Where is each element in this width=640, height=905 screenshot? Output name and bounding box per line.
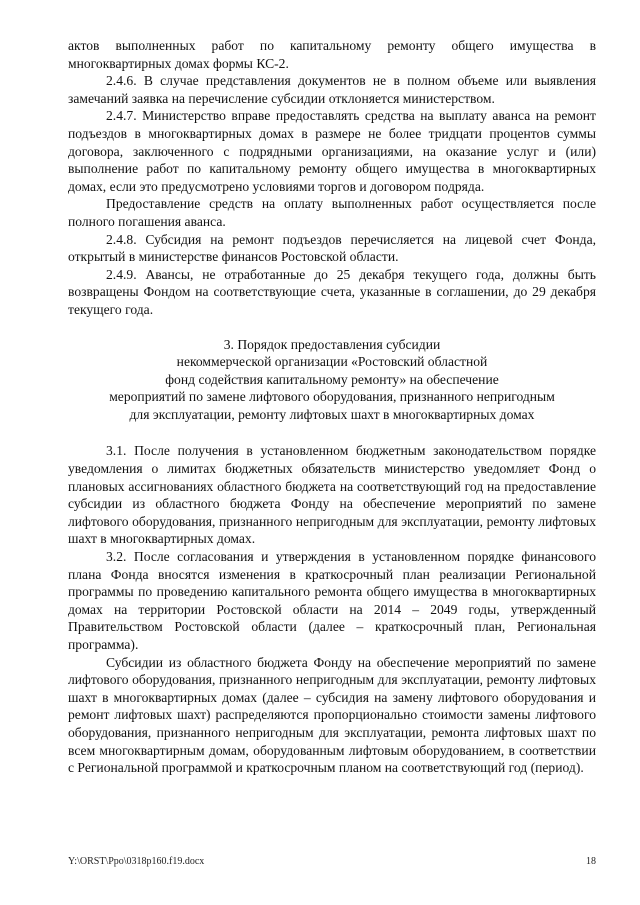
paragraph-subsidy-distribution: Субсидии из областного бюджета Фонду на обеспечение мероприятий по замене лифтового оборудования, признанного непригодным для эксплуатации, ремонту лифтовых шахт в многоквартирных домах (далее – субсидия на замену лифтового оборудования и ремонт лифтовых шахт) распределяются пропорционально стоимости замены лифтового оборудования, признанного непригодным для эксплуатации, ремонта лифтовых шахт по всем многоквартирным домам, оборудованным лифтовым оборудованием, в соответствии с Региональной программой и краткосрочным планом на соответствующий год (период). — [68, 654, 596, 776]
section-heading-line: для эксплуатации, ремонту лифтовых шахт в многоквартирных домах — [129, 406, 535, 422]
paragraph-2-4-7: 2.4.7. Министерство вправе предоставлять средства на выплату аванса на ремонт подъездов в многоквартирных домах в размере не более тридцати процентов суммы договора, заключенного с подрядными организациями, на оказание услуг и (или) выполнение работ по капитальному ремонту общего имущества в многоквартирных домах, если это предусмотрено условиями торгов и договором подряда. — [68, 108, 596, 194]
paragraph-3-1: 3.1. После получения в установленном бюджетным законодательством порядке уведомления о лимитах бюджетных обязательств министерство уведомляет Фонд о плановых ассигнованиях областного бюджета на соответствующий год на предоставление субсидии из областного бюджета Фонду на обеспечение мероприятий по замене лифтового оборудования, признанного непригодным для эксплуатации, ремонту лифтовых шахт в многоквартирных домах. — [68, 443, 596, 547]
paragraph-2-4-8: 2.4.8. Субсидия на ремонт подъездов перечисляется на лицевой счет Фонда, открытый в министерстве финансов Ростовской области. — [68, 231, 596, 265]
page-number: 18 — [586, 856, 596, 867]
section-heading-line: мероприятий по замене лифтового оборудования, признанного непригодным — [109, 389, 555, 405]
paragraph-advance-repayment: Предоставление средств на оплату выполненных работ осуществляется после полного погашения аванса. — [68, 196, 596, 229]
paragraph-2-4-6: 2.4.6. В случае представления документов не в полном объеме или выявления замечаний заявка на перечисление субсидии отклоняется министерством. — [68, 73, 596, 106]
section-3-heading — [68, 336, 596, 424]
paragraph-3-2: 3.2. После согласования и утверждения в установленном порядке финансового плана Фонда вносятся изменения в краткосрочный план реализации Региональной программы по проведению капитального ремонта общего имущества в многоквартирных домах на территории Ростовской области на 2014 – 2049 годы, утвержденный Правительством Ростовской области (далее – краткосрочный план, Региональная программа). — [68, 549, 596, 652]
footer-file-path: Y:\ORST\Ppo\0318p160.f19.docx — [68, 856, 205, 867]
section-heading-line: 3. Порядок предоставления субсидии — [223, 336, 441, 352]
paragraph-continuation: актов выполненных работ по капитальному ремонту общего имущества в многоквартирных домах формы КС-2. — [68, 38, 596, 71]
section-heading-line: некоммерческой организации «Ростовский областной — [176, 354, 488, 370]
section-heading-line: фонд содействия капитальному ремонту» на обеспечение — [165, 371, 499, 387]
paragraph-2-4-9: 2.4.9. Авансы, не отработанные до 25 декабря текущего года, должны быть возвращены Фондом на соответствующие счета, указанные в соглашении, до 29 декабря текущего года. — [68, 266, 596, 317]
document-body — [68, 37, 596, 777]
